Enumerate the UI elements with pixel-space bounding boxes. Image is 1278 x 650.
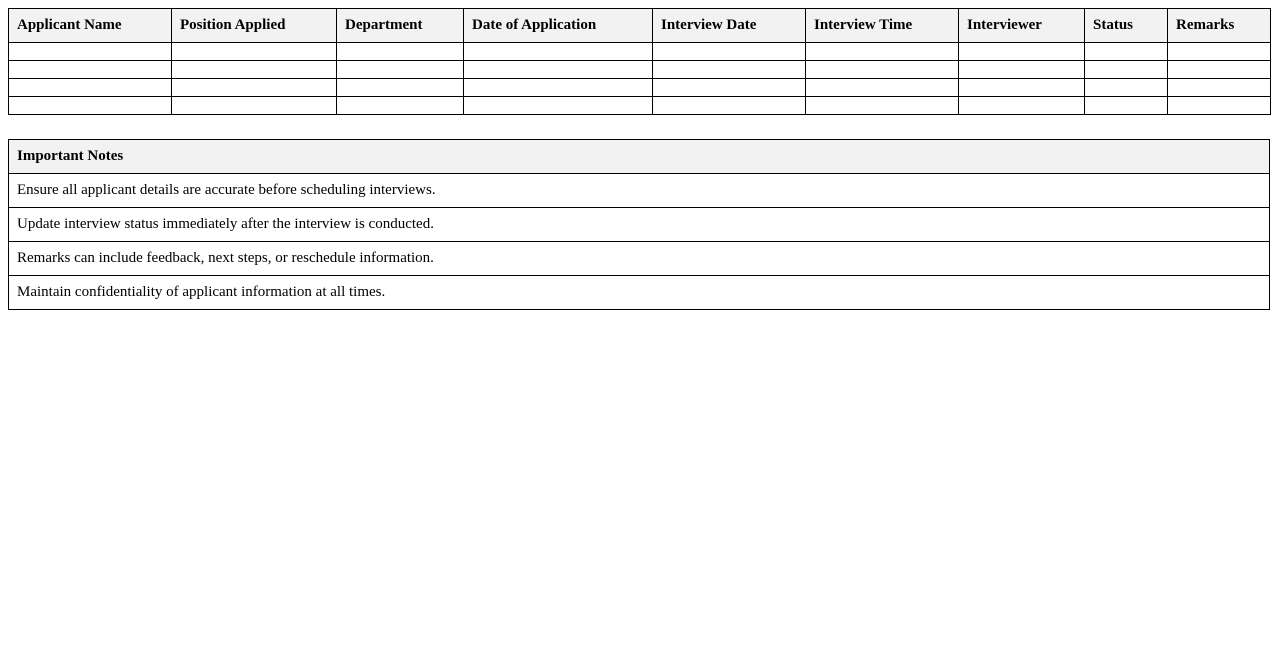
schedule-empty-row bbox=[9, 79, 1271, 97]
empty-cell bbox=[172, 79, 337, 97]
note-row bbox=[9, 242, 1270, 276]
empty-cell bbox=[959, 61, 1085, 79]
empty-cell bbox=[1168, 79, 1271, 97]
empty-cell bbox=[653, 97, 806, 115]
notes-header-cell: Important Notes bbox=[9, 140, 1270, 174]
empty-cell bbox=[806, 79, 959, 97]
empty-cell bbox=[464, 43, 653, 61]
empty-cell bbox=[1085, 43, 1168, 61]
header-cell-interview-date: Interview Date bbox=[653, 9, 806, 43]
note-row bbox=[9, 208, 1270, 242]
notes-header-row bbox=[9, 140, 1270, 174]
empty-cell bbox=[464, 79, 653, 97]
empty-cell bbox=[1168, 61, 1271, 79]
empty-cell bbox=[9, 43, 172, 61]
note-row bbox=[9, 174, 1270, 208]
empty-cell bbox=[959, 79, 1085, 97]
schedule-empty-row bbox=[9, 61, 1271, 79]
note-cell: Update interview status immediately after the interview is conducted. bbox=[9, 208, 1270, 242]
empty-cell bbox=[172, 97, 337, 115]
note-cell: Ensure all applicant details are accurate before scheduling interviews. bbox=[9, 174, 1270, 208]
empty-cell bbox=[9, 97, 172, 115]
empty-cell bbox=[337, 97, 464, 115]
empty-cell bbox=[1085, 79, 1168, 97]
empty-cell bbox=[1168, 43, 1271, 61]
note-row bbox=[9, 276, 1270, 310]
empty-cell bbox=[806, 61, 959, 79]
empty-cell bbox=[806, 43, 959, 61]
header-cell-date-of-application: Date of Application bbox=[464, 9, 653, 43]
header-cell-department: Department bbox=[337, 9, 464, 43]
empty-cell bbox=[337, 61, 464, 79]
empty-cell bbox=[172, 43, 337, 61]
header-cell-status: Status bbox=[1085, 9, 1168, 43]
header-cell-interview-time: Interview Time bbox=[806, 9, 959, 43]
header-cell-remarks: Remarks bbox=[1168, 9, 1271, 43]
empty-cell bbox=[653, 79, 806, 97]
header-cell-applicant-name: Applicant Name bbox=[9, 9, 172, 43]
empty-cell bbox=[9, 79, 172, 97]
important-notes-table bbox=[8, 139, 1270, 310]
header-cell-interviewer: Interviewer bbox=[959, 9, 1085, 43]
empty-cell bbox=[337, 79, 464, 97]
header-cell-position-applied: Position Applied bbox=[172, 9, 337, 43]
empty-cell bbox=[1085, 61, 1168, 79]
empty-cell bbox=[1085, 97, 1168, 115]
schedule-empty-row bbox=[9, 43, 1271, 61]
empty-cell bbox=[653, 61, 806, 79]
empty-cell bbox=[959, 97, 1085, 115]
empty-cell bbox=[653, 43, 806, 61]
empty-cell bbox=[172, 61, 337, 79]
schedule-header-row bbox=[9, 9, 1271, 43]
note-cell: Maintain confidentiality of applicant information at all times. bbox=[9, 276, 1270, 310]
schedule-empty-row bbox=[9, 97, 1271, 115]
empty-cell bbox=[464, 61, 653, 79]
empty-cell bbox=[959, 43, 1085, 61]
interview-schedule-table bbox=[8, 8, 1271, 115]
empty-cell bbox=[1168, 97, 1271, 115]
note-cell: Remarks can include feedback, next steps, or reschedule information. bbox=[9, 242, 1270, 276]
empty-cell bbox=[464, 97, 653, 115]
empty-cell bbox=[337, 43, 464, 61]
empty-cell bbox=[9, 61, 172, 79]
empty-cell bbox=[806, 97, 959, 115]
